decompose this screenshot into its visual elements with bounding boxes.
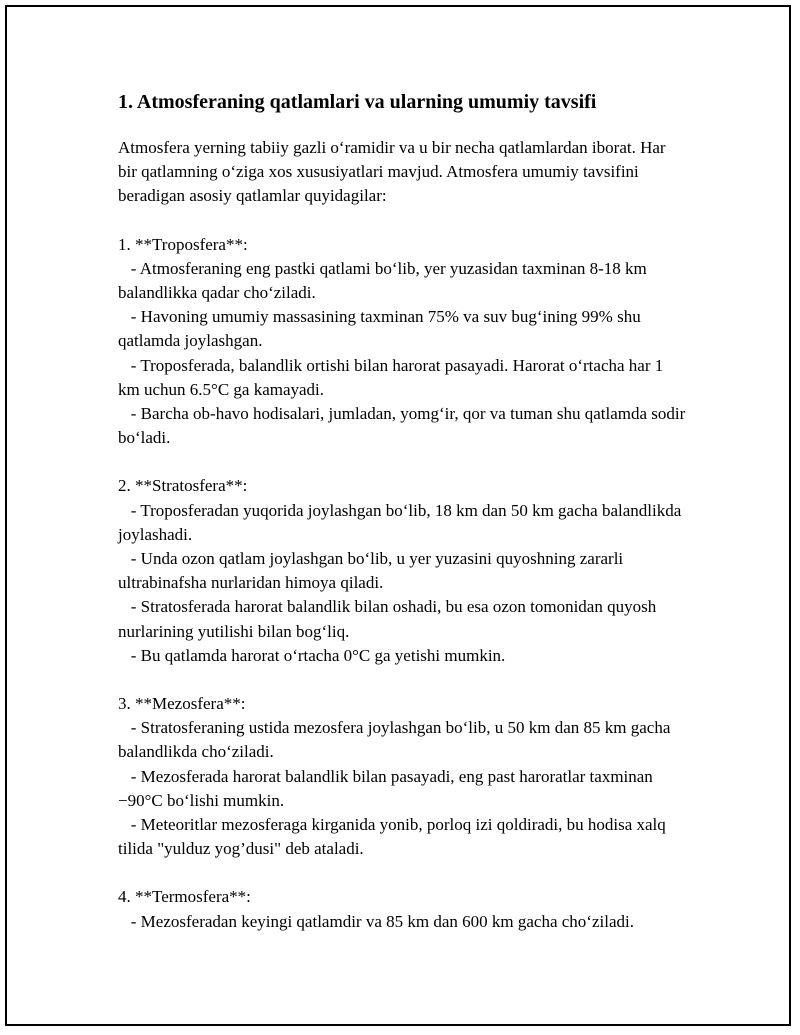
- section-stratosfera: [118, 474, 688, 668]
- document-title: 1. Atmosferaning qatlamlari va ularning umumiy tavsifi: [118, 91, 597, 113]
- intro-paragraph: Atmosfera yerning tabiiy gazli o‘ramidir va u bir necha qatlamlardan iborat. Har bir qatlamning o‘ziga xos xususiyatlari mavjud. Atmosfera umumiy tavsifini beradigan asosiy qatlamlar quyidagilar:: [118, 138, 666, 206]
- list-item: - Troposferadan yuqorida joylashgan bo‘lib, 18 km dan 50 km gacha balandlikda joylashadi.: [118, 500, 682, 544]
- section-mezosfera: [118, 692, 688, 861]
- list-item: - Barcha ob-havo hodisalari, jumladan, yomg‘ir, qor va tuman shu qatlamda sodir bo‘ladi.: [118, 404, 686, 448]
- section-heading: 1. **Troposfera**:: [118, 234, 248, 254]
- section-heading: 3. **Mezosfera**:: [118, 694, 246, 714]
- list-item: - Unda ozon qatlam joylashgan bo‘lib, u yer yuzasini quyoshning zararli ultrabinafsha nurlaridan himoya qiladi.: [118, 549, 624, 593]
- list-item: - Stratosferaning ustida mezosfera joylashgan bo‘lib, u 50 km dan 85 km gacha balandlikda cho‘ziladi.: [118, 718, 671, 762]
- section-termosfera: [118, 885, 688, 933]
- section-heading: 2. **Stratosfera**:: [118, 476, 248, 496]
- list-item: - Stratosferada harorat balandlik bilan oshadi, bu esa ozon tomonidan quyosh nurlarining yutilishi bilan bog‘liq.: [118, 597, 657, 641]
- list-item: - Mezosferada harorat balandlik bilan pasayadi, eng past haroratlar taxminan −90°C bo‘lishi mumkin.: [118, 766, 653, 810]
- list-item: - Meteoritlar mezosferaga kirganida yonib, porloq izi qoldiradi, bu hodisa xalq tilida "yulduz yog’dusi" deb ataladi.: [118, 815, 666, 859]
- section-heading: 4. **Termosfera**:: [118, 887, 251, 907]
- list-item: - Troposferada, balandlik ortishi bilan harorat pasayadi. Harorat o‘rtacha har 1 km uchun 6.5°C ga kamayadi.: [118, 355, 664, 399]
- list-item: - Havoning umumiy massasining taxminan 75% va suv bug‘ining 99% shu qatlamda joylashgan.: [118, 307, 641, 351]
- list-item: - Atmosferaning eng pastki qatlami bo‘lib, yer yuzasidan taxminan 8-18 km balandlikka qadar cho‘ziladi.: [118, 258, 647, 303]
- list-item: - Bu qatlamda harorat o‘rtacha 0°C ga yetishi mumkin.: [118, 645, 506, 665]
- document-body: [118, 88, 688, 934]
- section-troposfera: [118, 233, 688, 451]
- list-item: - Mezosferadan keyingi qatlamdir va 85 km dan 600 km gacha cho‘ziladi.: [118, 911, 634, 931]
